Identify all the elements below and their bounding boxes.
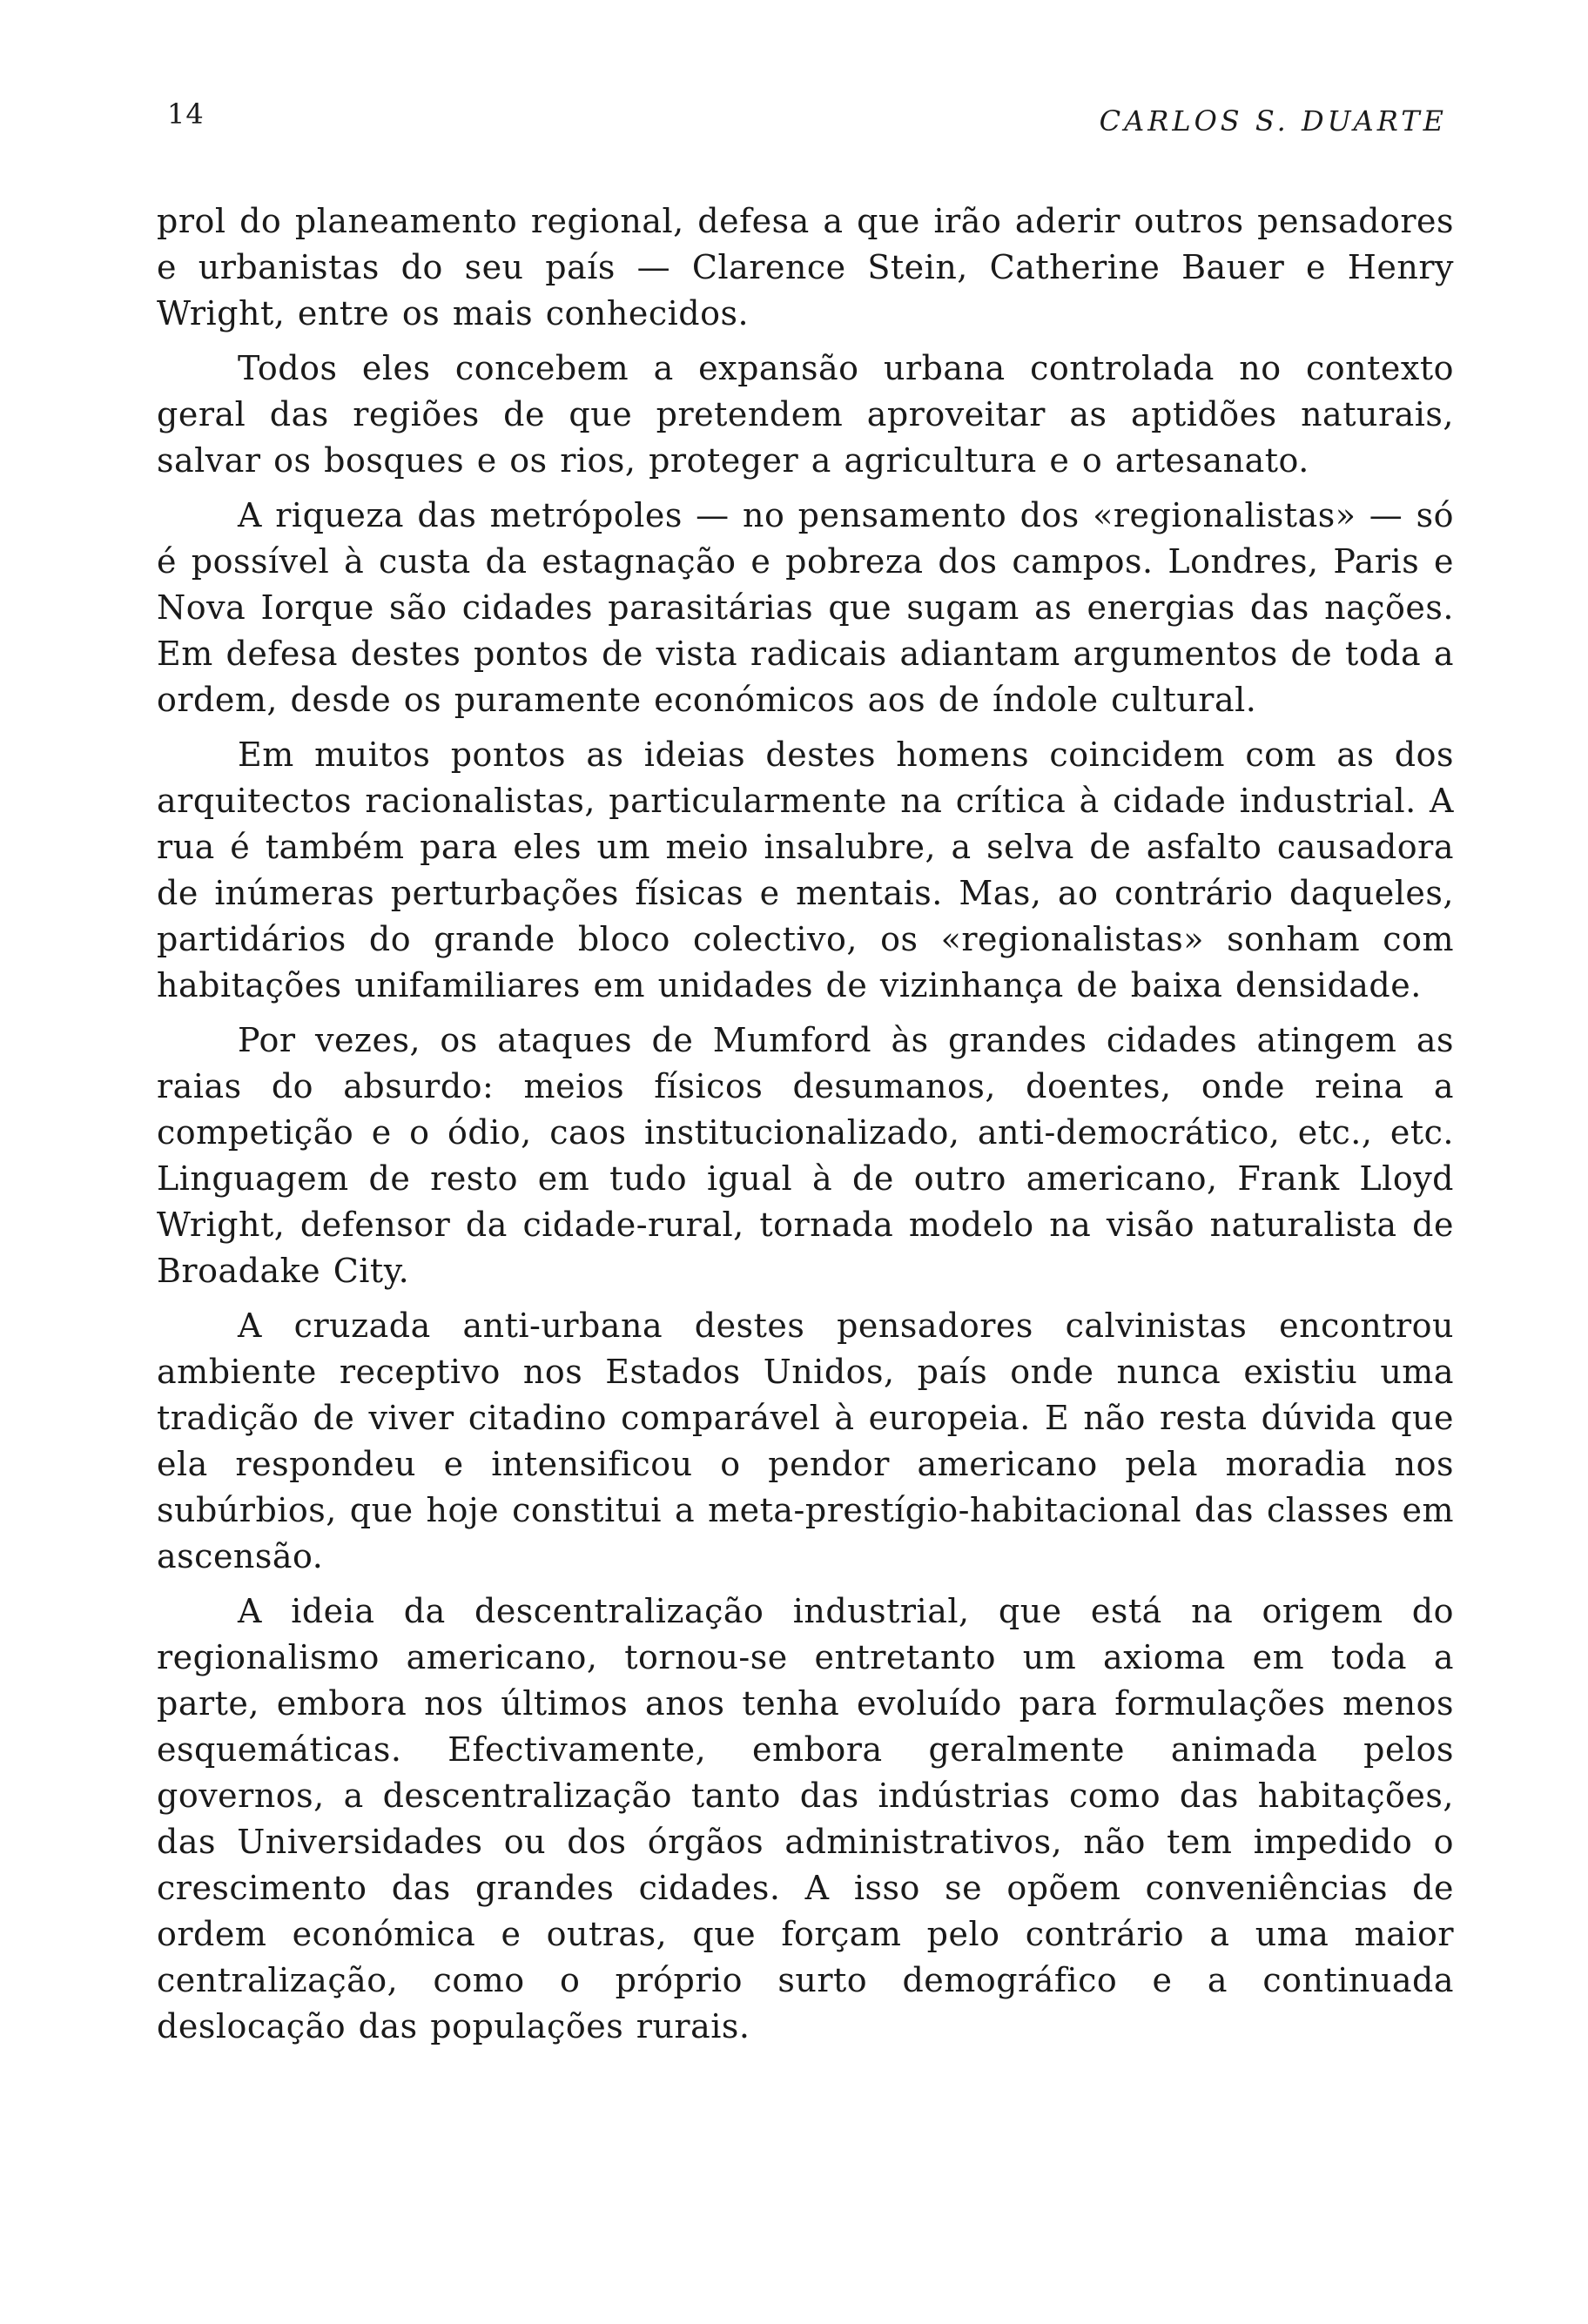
paragraph: A ideia da descentralização industrial, que está na origem do regionalismo americano, tornou-se entretanto um axioma em toda a parte, embora nos últimos anos tenha evoluído para formulações menos esquemáticas. Efectivamente, embora geralmente animada pelos governos, a descentralização tanto das indústrias como das habitações, das Universidades ou dos órgãos administrativos, não tem impedido o crescimento das grandes cidades. A isso se opõem conveniências de ordem económica e outras, que forçam pelo contrário a uma maior centralização, como o próprio surto demográfico e a continuada deslocação das populações rurais. <box>157 1592 1454 2045</box>
running-title: CARLOS S. DUARTE <box>1099 104 1447 138</box>
book-page <box>157 87 1454 2059</box>
page-number: 14 <box>167 97 205 131</box>
paragraph: A riqueza das metrópoles — no pensamento dos «regionalistas» — só é possível à custa da estagnação e pobreza dos campos. Londres, Paris e Nova Iorque são cidades parasitárias que sugam as energias das nações. Em defesa destes pontos de vista radicais adiantam argumentos de toda a ordem, desde os puramente económicos aos de índole cultural. <box>157 496 1454 719</box>
body-text <box>157 198 1454 2050</box>
paragraph-continuation: prol do planeamento regional, defesa a que irão aderir outros pensadores e urbanistas do seu país — Clarence Stein, Catherine Bauer e Henry Wright, entre os mais conhecidos. <box>157 202 1454 332</box>
paragraph: A cruzada anti-urbana destes pensadores calvinistas encontrou ambiente receptivo nos Estados Unidos, país onde nunca existiu uma tradição de viver citadino comparável à europeia. E não resta dúvida que ela respondeu e intensificou o pendor americano pela moradia nos subúrbios, que hoje constitui a meta-prestígio-habitacional das classes em ascensão. <box>157 1306 1454 1575</box>
paragraph: Em muitos pontos as ideias destes homens coincidem com as dos arquitectos racionalistas, particularmente na crítica à cidade industrial. A rua é também para eles um meio insalubre, a selva de asfalto causadora de inúmeras perturbações físicas e mentais. Mas, ao contrário daqueles, partidários do grande bloco colectivo, os «regionalistas» sonham com habitações unifamiliares em unidades de vizinhança de baixa densidade. <box>157 735 1454 1004</box>
paragraph: Todos eles concebem a expansão urbana controlada no contexto geral das regiões de que pretendem aproveitar as aptidões naturais, salvar os bosques e os rios, proteger a agricultura e o artesanato. <box>157 349 1454 480</box>
paragraph: Por vezes, os ataques de Mumford às grandes cidades atingem as raias do absurdo: meios físicos desumanos, doentes, onde reina a competição e o ódio, caos institucionalizado, anti-democrático, etc., etc. Linguagem de resto em tudo igual à de outro americano, Frank Lloyd Wright, defensor da cidade-rural, tornada modelo na visão naturalista de Broadake City. <box>157 1021 1454 1290</box>
running-header <box>157 87 1454 139</box>
